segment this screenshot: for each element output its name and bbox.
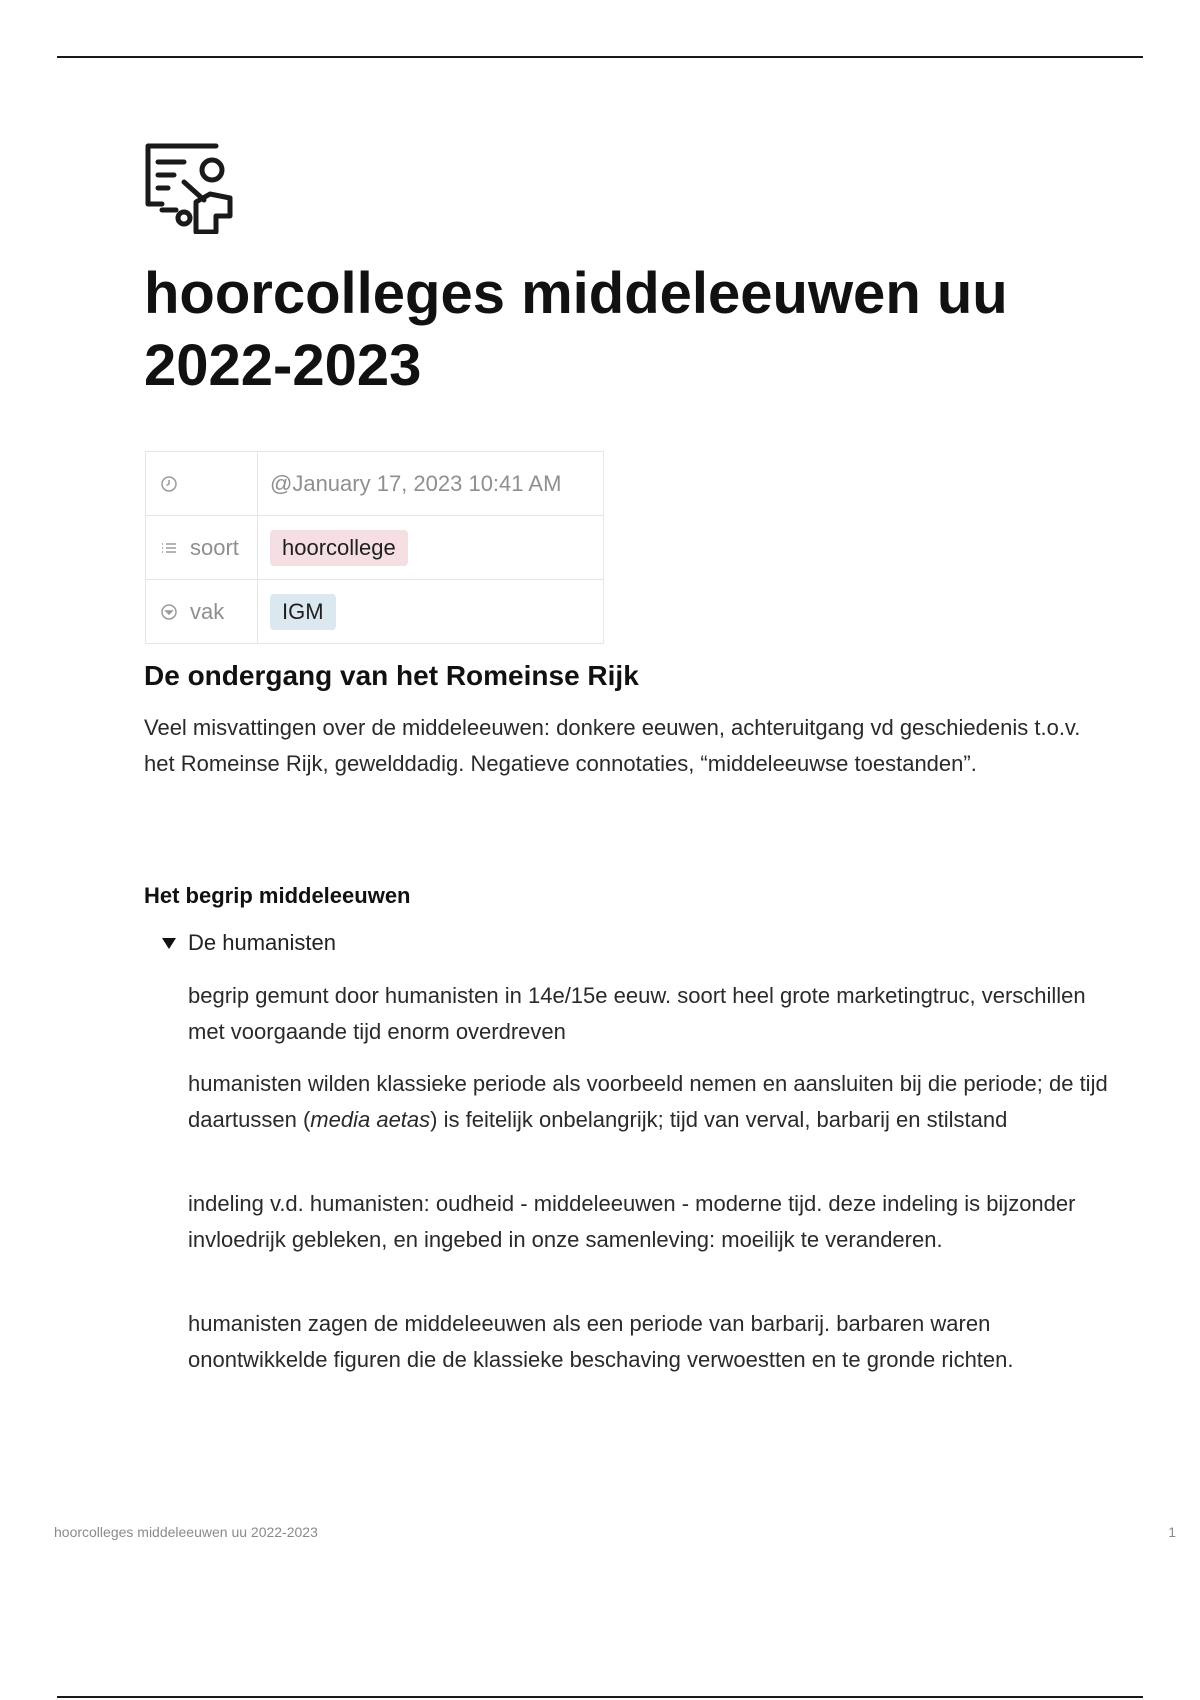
footer-title: hoorcolleges middeleeuwen uu 2022-2023 bbox=[54, 1524, 318, 1540]
property-value[interactable] bbox=[258, 452, 604, 516]
top-rule bbox=[57, 56, 1143, 58]
property-key-label: vak bbox=[190, 598, 225, 624]
toggle-paragraph bbox=[188, 1066, 1108, 1138]
toggle-label[interactable]: De humanisten bbox=[188, 930, 336, 955]
paragraph-text: ) is feitelijk onbelangrijk; tijd van verval, barbarij en stilstand bbox=[430, 1107, 1008, 1132]
toggle-paragraph: indeling v.d. humanisten: oudheid - middeleeuwen - moderne tijd. deze indeling is bijzonder invloedrijk gebleken, en ingebed in onze samenleving: moeilijk te veranderen. bbox=[188, 1191, 1076, 1252]
select-icon bbox=[160, 603, 178, 621]
paragraph-text: humanisten wilden klassieke periode als voorbeeld nemen en aansluiten bij die periode; de tijd daartussen ( bbox=[188, 1071, 1108, 1132]
tag-vak[interactable]: IGM bbox=[270, 594, 336, 630]
created-date[interactable]: @January 17, 2023 10:41 AM bbox=[270, 470, 562, 496]
italic-term: media aetas bbox=[310, 1107, 431, 1132]
clock-icon bbox=[160, 475, 178, 493]
property-row-vak[interactable] bbox=[146, 580, 604, 644]
property-key-label: soort bbox=[190, 534, 239, 560]
property-value[interactable] bbox=[258, 580, 604, 644]
property-key bbox=[146, 452, 258, 516]
properties-table bbox=[145, 451, 604, 644]
tag-soort[interactable]: hoorcollege bbox=[270, 530, 408, 566]
subsection-heading: Het begrip middeleeuwen bbox=[144, 883, 411, 908]
bottom-rule bbox=[57, 1696, 1143, 1698]
toggle-humanisten[interactable] bbox=[160, 930, 336, 956]
page-title: hoorcolleges middeleeuwen uu 2022-2023 bbox=[144, 261, 1008, 398]
property-key bbox=[146, 580, 258, 644]
intro-paragraph: Veel misvattingen over de middeleeuwen: donkere eeuwen, achteruitgang vd geschiedenis t.o.v. het Romeinse Rijk, gewelddadig. Negatieve connotaties, “middeleeuwse toestanden”. bbox=[144, 715, 1081, 776]
property-row-soort[interactable] bbox=[146, 516, 604, 580]
toggle-paragraph: begrip gemunt door humanisten in 14e/15e eeuw. soort heel grote marketingtruc, verschillen met voorgaande tijd enorm overdreven bbox=[188, 983, 1086, 1044]
toggle-paragraph: humanisten zagen de middeleeuwen als een periode van barbarij. barbaren waren onontwikkelde figuren die de klassieke beschaving verwoestten en te gronde richten. bbox=[188, 1311, 1014, 1372]
property-row-created[interactable] bbox=[146, 452, 604, 516]
page-number: 1 bbox=[1168, 1524, 1176, 1540]
property-value[interactable] bbox=[258, 516, 604, 580]
section-heading: De ondergang van het Romeinse Rijk bbox=[144, 660, 639, 691]
list-icon bbox=[160, 539, 178, 557]
presentation-teacher-icon bbox=[144, 142, 236, 234]
property-key bbox=[146, 516, 258, 580]
triangle-down-icon[interactable] bbox=[160, 934, 178, 952]
